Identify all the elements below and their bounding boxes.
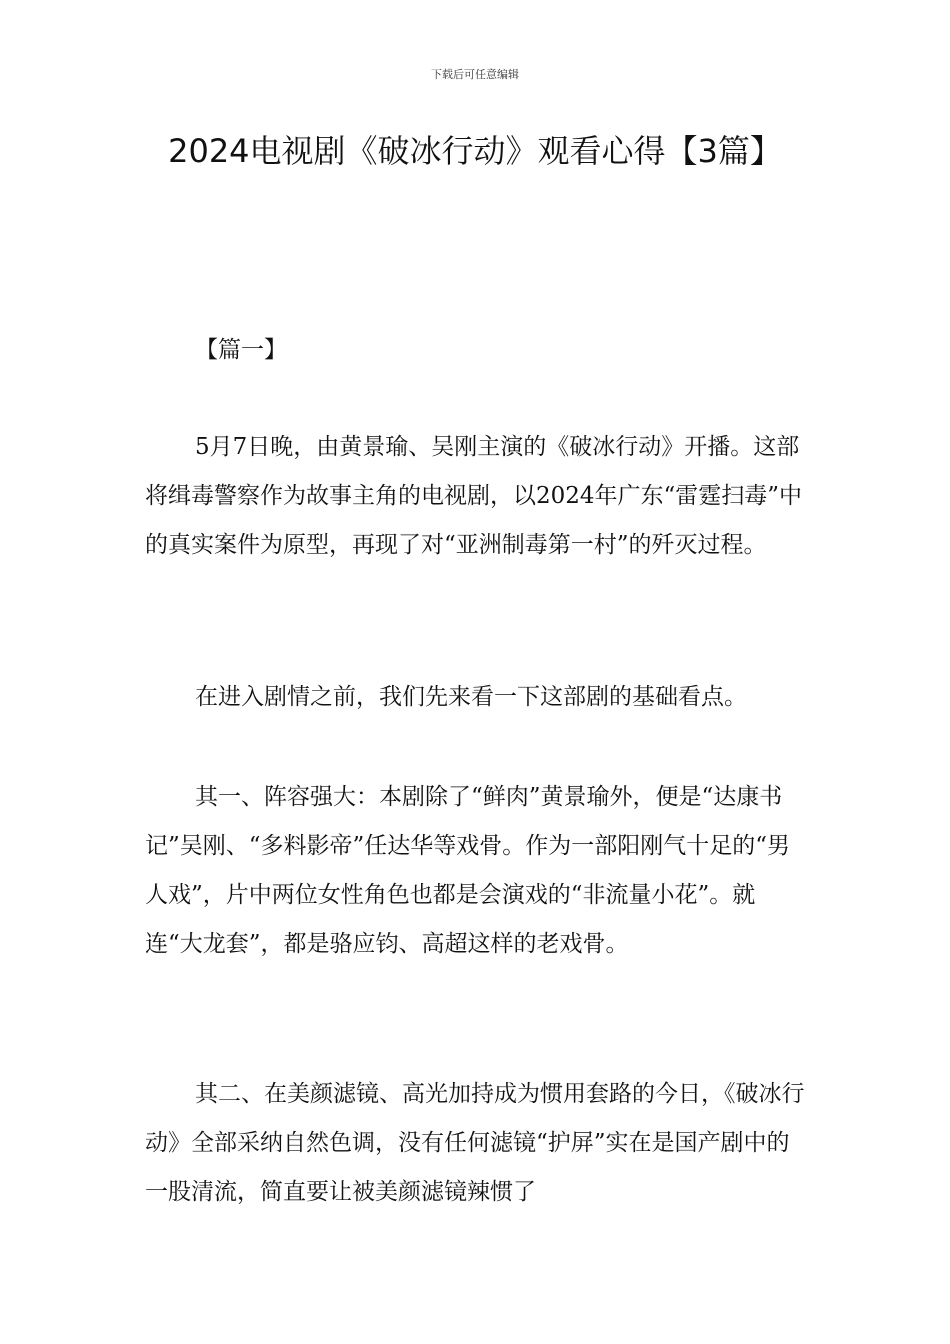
paragraph-point-two: 其二、在美颜滤镜、高光加持成为惯用套路的今日，《破冰行动》全部采纳自然色调，没有任何滤镜“护屏”实在是国产剧中的一股清流，简直要让被美颜滤镜辣惯了 [145,1081,805,1205]
document-title: 2024电视剧《破冰行动》观看心得【3篇】 [168,132,782,170]
paragraph-point-one: 其一、阵容强大：本剧除了“鲜肉”黄景瑜外，便是“达康书记”吴刚、“多料影帝”任达华等戏骨。作为一部阳刚气十足的“男人戏”，片中两位女性角色也都是会演戏的“非流量小花”。就连“大龙套”，都是骆应钧、高超这样的老戏骨。 [145,784,791,957]
paragraph-intro: 5月7日晚，由黄景瑜、吴刚主演的《破冰行动》开播。这部将缉毒警察作为故事主角的电视剧，以2024年广东“雷霆扫毒”中的真实案件为原型，再现了对“亚洲制毒第一村”的歼灭过程。 [145,434,803,558]
header-note: 下载后可任意编辑 [431,68,519,81]
section-label: 【篇一】 [195,337,287,363]
paragraph-transition: 在进入剧情之前，我们先来看一下这部剧的基础看点。 [195,684,747,710]
